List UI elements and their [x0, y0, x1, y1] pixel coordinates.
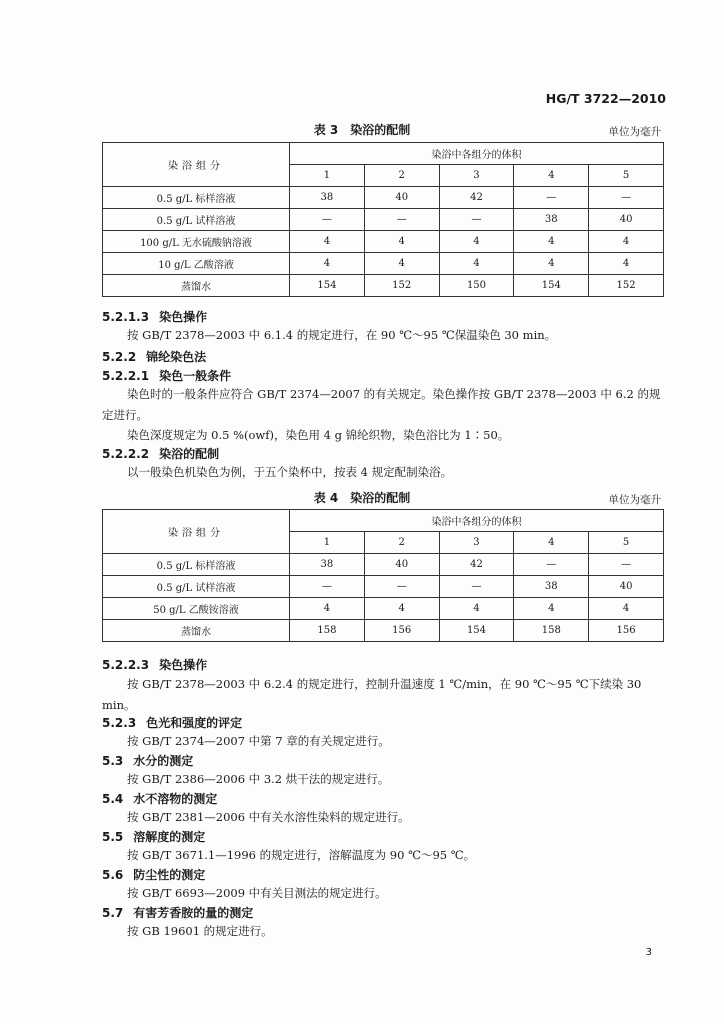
- value-cell: 152: [589, 275, 664, 297]
- table3-caption: 表 3 染浴的配制: [313, 123, 411, 137]
- table-row: [103, 576, 664, 598]
- value-cell: —: [589, 187, 664, 209]
- value-cell: —: [589, 554, 664, 576]
- section-heading: 5.7 有害芳香胺的量的测定: [102, 906, 254, 920]
- section-heading: 5.2.1.3 染色操作: [102, 310, 208, 324]
- value-cell: 4: [589, 231, 664, 253]
- value-cell: 4: [514, 231, 589, 253]
- table-row: [103, 187, 664, 209]
- table3-col: 2: [364, 165, 439, 187]
- value-cell: 152: [364, 275, 439, 297]
- section-heading: 5.2.2.2 染浴的配制: [102, 447, 220, 461]
- value-cell: 154: [290, 275, 365, 297]
- value-cell: 4: [364, 598, 439, 620]
- table-row: [103, 598, 664, 620]
- paragraph: 按 GB/T 2378—2003 中 6.1.4 的规定进行，在 90 ℃～95 ℃保温染色 30 min。: [127, 328, 557, 342]
- component-cell: 蒸馏水: [103, 275, 290, 297]
- section-heading: 5.5 溶解度的测定: [102, 830, 206, 844]
- table3-volume-header: 染浴中各组分的体积: [290, 143, 664, 165]
- value-cell: 40: [364, 187, 439, 209]
- value-cell: —: [364, 576, 439, 598]
- value-cell: 42: [439, 554, 514, 576]
- value-cell: 38: [290, 187, 365, 209]
- page-number: 3: [645, 947, 652, 958]
- section-heading: 5.2.2 锦纶染色法: [102, 350, 207, 364]
- table-row: [103, 209, 664, 231]
- table4-component-header: 染浴组分: [103, 510, 290, 554]
- component-cell: 100 g/L 无水硫酸钠溶液: [103, 231, 290, 253]
- component-cell: 0.5 g/L 试样溶液: [103, 576, 290, 598]
- section-heading: 5.3 水分的测定: [102, 754, 194, 768]
- paragraph: 按 GB 19601 的规定进行。: [127, 924, 273, 938]
- value-cell: 158: [290, 620, 365, 642]
- standard-code: HG/T 3722—2010: [545, 91, 666, 106]
- paragraph: 按 GB/T 2386—2006 中 3.2 烘干法的规定进行。: [127, 772, 390, 786]
- table-row: [103, 554, 664, 576]
- paragraph: 按 GB/T 2381—2006 中有关水溶性染料的规定进行。: [127, 810, 410, 824]
- component-cell: 0.5 g/L 标样溶液: [103, 554, 290, 576]
- value-cell: 4: [290, 598, 365, 620]
- value-cell: 38: [514, 209, 589, 231]
- value-cell: 4: [514, 253, 589, 275]
- value-cell: 38: [514, 576, 589, 598]
- table3-col: 1: [290, 165, 365, 187]
- value-cell: —: [514, 554, 589, 576]
- value-cell: 154: [439, 620, 514, 642]
- value-cell: 4: [589, 253, 664, 275]
- section-heading: 5.2.3 色光和强度的评定: [102, 716, 243, 730]
- component-cell: 0.5 g/L 标样溶液: [103, 187, 290, 209]
- table4-col: 5: [589, 532, 664, 554]
- table4-col: 4: [514, 532, 589, 554]
- paragraph: 染色时的一般条件应符合 GB/T 2374—2007 的有关规定。染色操作按 GB/T 2378—2003 中 6.2 的规定进行。: [102, 387, 661, 422]
- table-row: [103, 620, 664, 642]
- section-heading: 5.2.2.3 染色操作: [102, 658, 208, 672]
- value-cell: 38: [290, 554, 365, 576]
- table3-col: 5: [589, 165, 664, 187]
- value-cell: —: [364, 209, 439, 231]
- paragraph: 按 GB/T 6693—2009 中有关目测法的规定进行。: [127, 886, 387, 900]
- value-cell: 156: [364, 620, 439, 642]
- value-cell: 42: [439, 187, 514, 209]
- value-cell: 158: [514, 620, 589, 642]
- component-cell: 蒸馏水: [103, 620, 290, 642]
- value-cell: —: [514, 187, 589, 209]
- table4-caption: 表 4 染浴的配制: [313, 491, 411, 505]
- paragraph: 按 GB/T 2378—2003 中 6.2.4 的规定进行，控制升温速度 1 ℃/min，在 90 ℃～95 ℃下续染 30 min。: [102, 677, 642, 712]
- table3-col: 4: [514, 165, 589, 187]
- table-row: [103, 231, 664, 253]
- value-cell: 4: [290, 231, 365, 253]
- section-heading: 5.2.2.1 染色一般条件: [102, 369, 232, 383]
- table4-volume-header: 染浴中各组分的体积: [290, 510, 664, 532]
- value-cell: 4: [439, 253, 514, 275]
- paragraph: 染色深度规定为 0.5 %(owf)，染色用 4 g 锦纶织物，染色浴比为 1∶50。: [127, 428, 510, 442]
- value-cell: 4: [514, 598, 589, 620]
- table4-col: 2: [364, 532, 439, 554]
- value-cell: 4: [290, 253, 365, 275]
- table4-unit: 单位为毫升: [608, 494, 661, 506]
- value-cell: 4: [589, 598, 664, 620]
- paragraph: 按 GB/T 3671.1—1996 的规定进行，溶解温度为 90 ℃～95 ℃。: [127, 848, 476, 862]
- value-cell: 40: [589, 576, 664, 598]
- value-cell: —: [290, 576, 365, 598]
- component-cell: 0.5 g/L 试样溶液: [103, 209, 290, 231]
- value-cell: 40: [364, 554, 439, 576]
- component-cell: 50 g/L 乙酸铵溶液: [103, 598, 290, 620]
- table4: [102, 509, 664, 642]
- value-cell: 40: [589, 209, 664, 231]
- paragraph: 按 GB/T 2374—2007 中第 7 章的有关规定进行。: [127, 734, 390, 748]
- value-cell: —: [439, 576, 514, 598]
- section-heading: 5.4 水不溶物的测定: [102, 792, 218, 806]
- table3-component-header: 染浴组分: [103, 143, 290, 187]
- section-heading: 5.6 防尘性的测定: [102, 868, 206, 882]
- table3: [102, 142, 664, 297]
- table3-unit: 单位为毫升: [608, 126, 661, 138]
- value-cell: 4: [439, 231, 514, 253]
- value-cell: 4: [364, 231, 439, 253]
- table-row: [103, 253, 664, 275]
- table3-col: 3: [439, 165, 514, 187]
- component-cell: 10 g/L 乙酸溶液: [103, 253, 290, 275]
- table4-col: 3: [439, 532, 514, 554]
- value-cell: 150: [439, 275, 514, 297]
- value-cell: 156: [589, 620, 664, 642]
- value-cell: 4: [364, 253, 439, 275]
- paragraph: 以一般染色机染色为例，于五个染杯中，按表 4 规定配制染浴。: [127, 465, 453, 479]
- value-cell: —: [439, 209, 514, 231]
- table4-col: 1: [290, 532, 365, 554]
- value-cell: 154: [514, 275, 589, 297]
- value-cell: 4: [439, 598, 514, 620]
- table-row: [103, 275, 664, 297]
- value-cell: —: [290, 209, 365, 231]
